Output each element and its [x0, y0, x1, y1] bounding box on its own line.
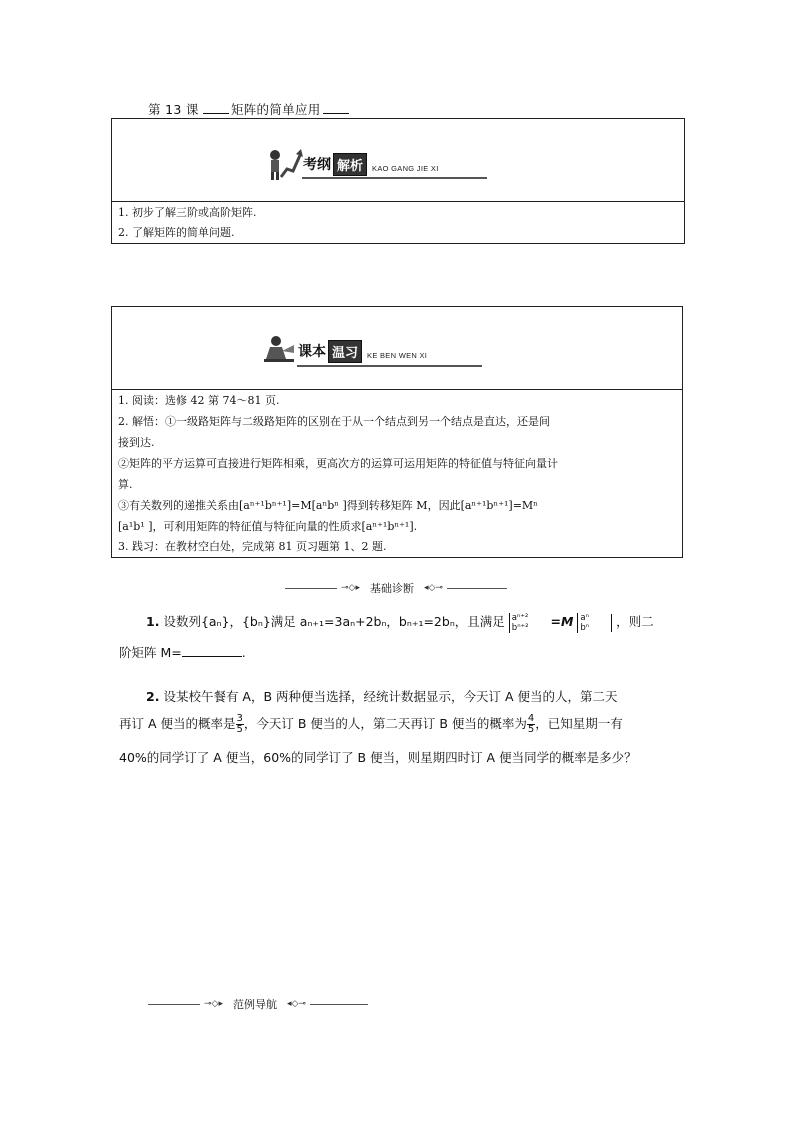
review-box-header [112, 307, 682, 390]
review-line-7: [a¹b¹ ]，可利用矩阵的特征值与特征向量的性质求[aⁿ⁺¹bⁿ⁺¹]. [118, 520, 418, 533]
fraction-1-denominator: 5 [236, 724, 243, 735]
review-banner-en: KE BEN WEN XI [367, 350, 428, 360]
lesson-title [148, 100, 349, 118]
matrix-right [577, 613, 589, 633]
review-line-1: 1. 阅读：选修 42 第 74～81 页. [118, 394, 280, 407]
question-2-line-2 [119, 714, 623, 735]
title-underline-tail [323, 113, 349, 114]
outline-box [111, 118, 685, 244]
review-line-2: 2. 解悟：①一级路矩阵与二级路矩阵的区别在于从一个结点到另一个结点是直达，还是间 [118, 415, 550, 428]
matrix-left-top: aⁿ⁺² [511, 612, 529, 623]
ornament-right-icon-2: ◂◇⊸ [286, 999, 306, 1009]
section-basic-label: 基础诊断 [369, 582, 414, 595]
divider-rule-right-2 [310, 1004, 368, 1005]
question-1-text: 设数列{aₙ}，{bₙ}满足 aₙ₊₁=3aₙ+2bₙ，bₙ₊₁=2bₙ，且满足 [163, 614, 505, 629]
question-2-number: 2. [146, 689, 160, 704]
review-banner-title: 课本 [298, 344, 326, 360]
review-line-3: 接到达. [118, 436, 155, 449]
reading-person-icon [262, 335, 298, 367]
section-examples-divider [148, 996, 368, 1012]
question-1-line-2 [119, 643, 246, 661]
matrix-equals-m: =M [550, 614, 574, 629]
review-line-6: ③有关数列的递推关系由[aⁿ⁺¹bⁿ⁺¹]=M[aⁿbⁿ ]得到转移矩阵 M，因此[aⁿ⁺¹bⁿ⁺¹]=Mⁿ [118, 499, 538, 512]
answer-blank[interactable] [182, 644, 242, 657]
lesson-title-text: 矩阵的简单应用 [230, 102, 321, 117]
outline-banner-en: KAO GANG JIE XI [372, 163, 439, 173]
outline-item-2: 2. 了解矩阵的简单问题. [118, 226, 235, 239]
question-2-line-1 [146, 687, 618, 705]
fraction-2-denominator: 5 [527, 724, 535, 735]
outline-banner-underline [302, 177, 487, 179]
outline-banner-tag: 解析 [333, 153, 367, 176]
question-1-line-1 [146, 612, 654, 633]
review-banner-tag: 温习 [328, 340, 362, 363]
review-box [111, 306, 683, 558]
divider-rule-left-2 [148, 1004, 200, 1005]
matrix-right-top: aⁿ [580, 612, 589, 623]
question-2-line-2-a: 再订 A 便当的概率是 [119, 716, 236, 731]
fraction-three-fifths [236, 714, 244, 735]
lesson-prefix: 第 13 课 [148, 102, 199, 117]
ornament-left-icon-2: ⊸◇▸ [204, 999, 223, 1009]
review-banner-underline [297, 365, 482, 367]
question-2-line-3 [119, 748, 637, 766]
ornament-left-icon: ⊸◇▸ [341, 583, 360, 593]
section-examples-label: 范例导航 [232, 998, 277, 1011]
outline-banner [267, 147, 439, 181]
matrix-right-bottom: bⁿ [580, 622, 590, 633]
review-line-8: 3. 践习：在教材空白处，完成第 81 页习题第 1、2 题. [118, 540, 387, 553]
divider-rule-right [447, 588, 507, 589]
matrix-left [509, 613, 529, 633]
question-2-line-2-c: ，已知星期一有 [535, 716, 623, 731]
question-2-line-3-text: 40%的同学订了 A 便当，60%的同学订了 B 便当，则星期四时订 A 便当同学的概率是多少？ [119, 750, 637, 765]
section-basic-divider [285, 580, 507, 596]
question-1-text-tail: ，则二 [616, 614, 654, 629]
fraction-1-numerator: 3 [236, 713, 243, 724]
student-arrow-icon [267, 147, 303, 181]
question-1-number: 1. [146, 614, 160, 629]
fraction-2-numerator: 4 [527, 713, 535, 724]
review-banner [262, 335, 427, 367]
outline-banner-title: 考纲 [303, 157, 331, 173]
matrix-left-bottom: bⁿ⁺² [511, 622, 529, 633]
question-1-period: . [241, 645, 246, 660]
review-line-4: ②矩阵的平方运算可直接进行矩阵相乘，更高次方的运算可运用矩阵的特征值与特征向量计 [118, 457, 558, 470]
question-2-line-1-text: 设某校午餐有 A，B 两种便当选择，经统计数据显示，今天订 A 便当的人，第二天 [163, 689, 618, 704]
review-line-5: 算. [118, 478, 133, 491]
ornament-right-icon: ◂◇⊸ [423, 583, 443, 593]
question-2-line-2-b: ，今天订 B 便当的人，第二天再订 B 便当的概率为 [243, 716, 527, 731]
outline-box-header [112, 119, 684, 202]
question-1-matrix-prompt: 阶矩阵 M= [119, 645, 182, 660]
title-underline [203, 112, 229, 114]
outline-item-1: 1. 初步了解三阶或高阶矩阵. [118, 206, 257, 219]
divider-rule-left [285, 588, 337, 589]
